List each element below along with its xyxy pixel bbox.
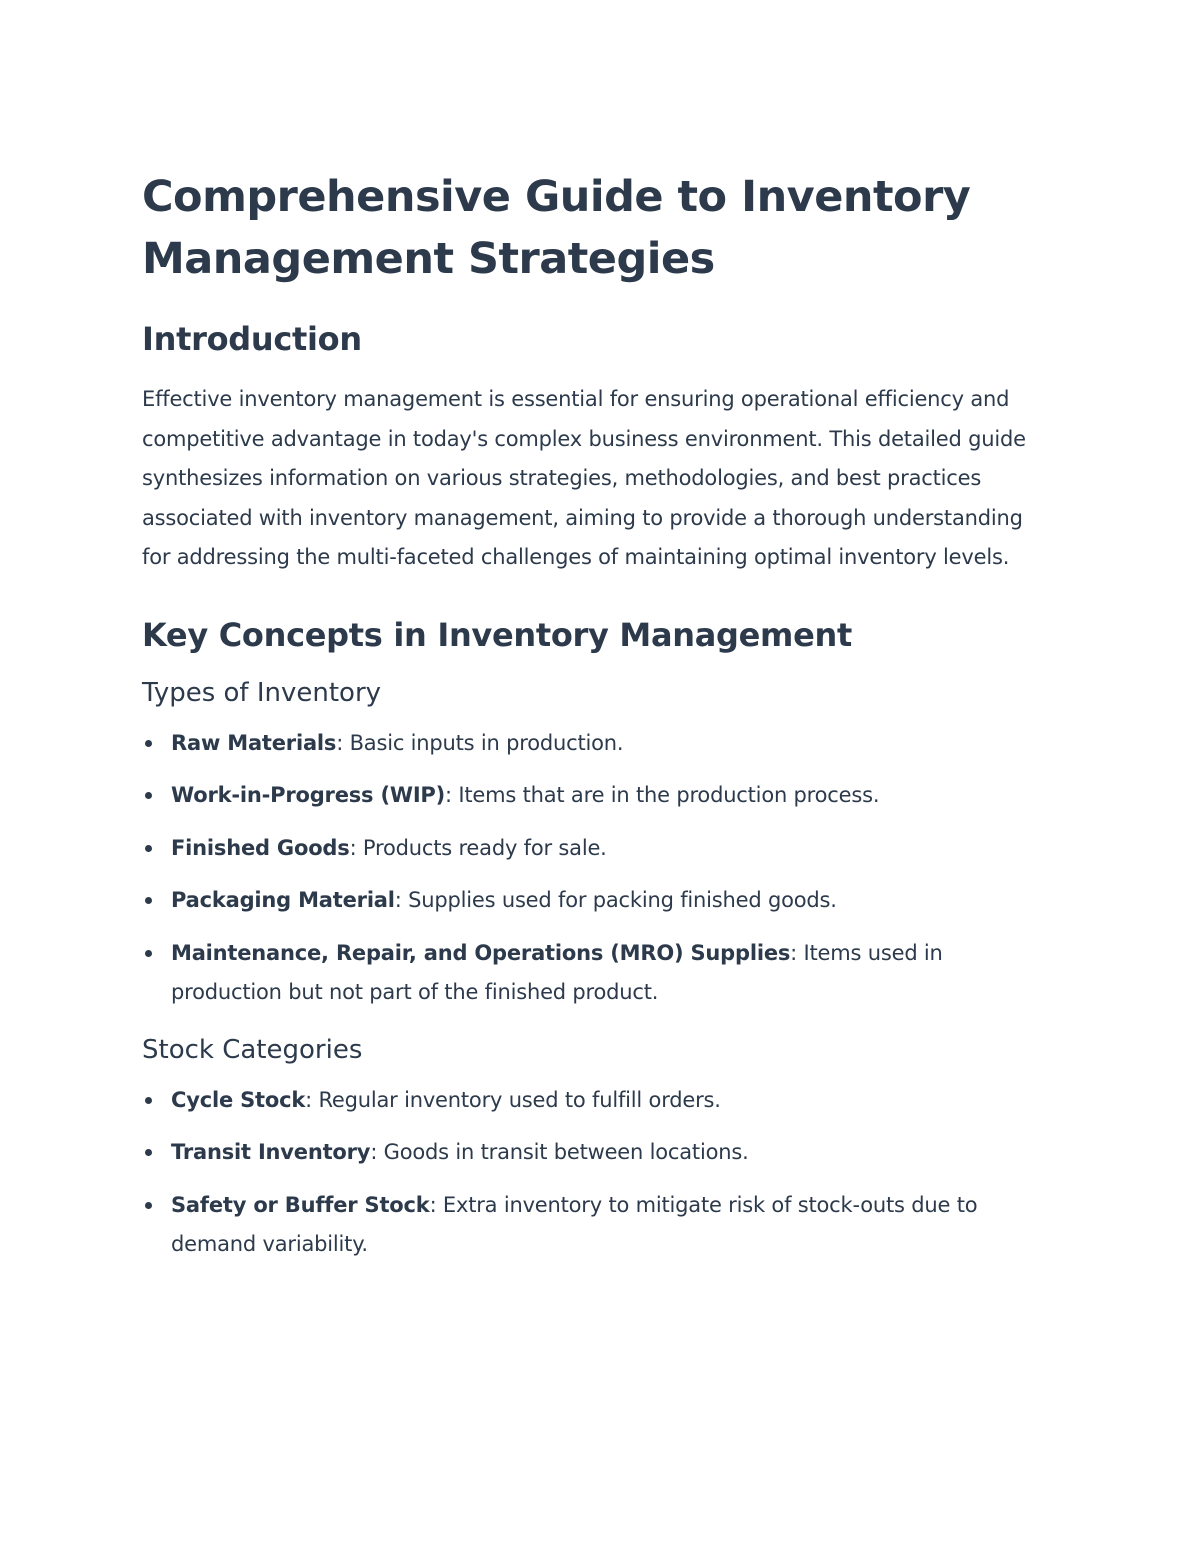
- list-item-term: Cycle Stock: [171, 1087, 306, 1112]
- stock-categories-list: [142, 1081, 1047, 1265]
- subheading-stock-categories: Stock Categories: [142, 1034, 363, 1065]
- section-heading-introduction: Introduction: [142, 320, 362, 358]
- page-title: Comprehensive Guide to Inventory Management Strategies: [142, 172, 971, 284]
- list-item: [142, 1133, 1047, 1173]
- list-item-description: : Extra inventory to mitigate risk of stock-outs due to demand variability.: [171, 1192, 978, 1256]
- list-item-description: : Regular inventory used to fulfill orders.: [305, 1087, 721, 1112]
- bullet-icon: [145, 1149, 152, 1156]
- list-item-term: Transit Inventory: [171, 1140, 371, 1164]
- list-item-description: : Basic inputs in production.: [336, 730, 624, 755]
- introduction-paragraph: Effective inventory management is essential for ensuring operational efficiency and competitive advantage in today's complex business environment. This detailed guide synthesizes information on various strategies, methodologies, and best practices associated with inventory management, aiming to provide a thorough understanding for addressing the multi-faceted challenges of maintaining optimal inventory levels.: [142, 387, 1026, 569]
- bullet-icon: [145, 792, 152, 799]
- list-item-term: Safety or Buffer Stock: [171, 1192, 430, 1217]
- list-item-term: Maintenance, Repair, and Operations (MRO) Supplies: [171, 940, 791, 965]
- subheading-types-of-inventory: Types of Inventory: [142, 677, 382, 708]
- list-item-description: : Items that are in the production process.: [445, 783, 880, 807]
- list-item: [142, 1081, 1047, 1121]
- list-item-description: : Supplies used for packing finished goods.: [394, 888, 837, 912]
- section-heading-key-concepts: Key Concepts in Inventory Management: [142, 615, 852, 654]
- bullet-icon: [145, 897, 152, 904]
- list-item-term: Finished Goods: [171, 835, 350, 860]
- list-item-description: : Products ready for sale.: [349, 835, 607, 860]
- list-item-description: : Goods in transit between locations.: [370, 1140, 749, 1164]
- list-item: [142, 776, 1047, 816]
- bullet-icon: [145, 950, 152, 957]
- bullet-icon: [145, 740, 152, 747]
- bullet-icon: [145, 845, 152, 852]
- types-of-inventory-list: [142, 724, 1047, 1013]
- bullet-icon: [145, 1202, 152, 1209]
- list-item-term: Packaging Material: [171, 888, 395, 912]
- list-item-description: : Items used in production but not part of the finished product.: [171, 940, 943, 1004]
- bullet-icon: [145, 1097, 152, 1104]
- list-item: [142, 1186, 1047, 1265]
- list-item: [142, 829, 1047, 869]
- list-item-term: Raw Materials: [171, 730, 337, 755]
- document-page: [142, 166, 1047, 1285]
- list-item: [142, 724, 1047, 764]
- list-item: [142, 881, 1047, 921]
- list-item: [142, 934, 1047, 1013]
- list-item-term: Work-in-Progress (WIP): [171, 783, 446, 807]
